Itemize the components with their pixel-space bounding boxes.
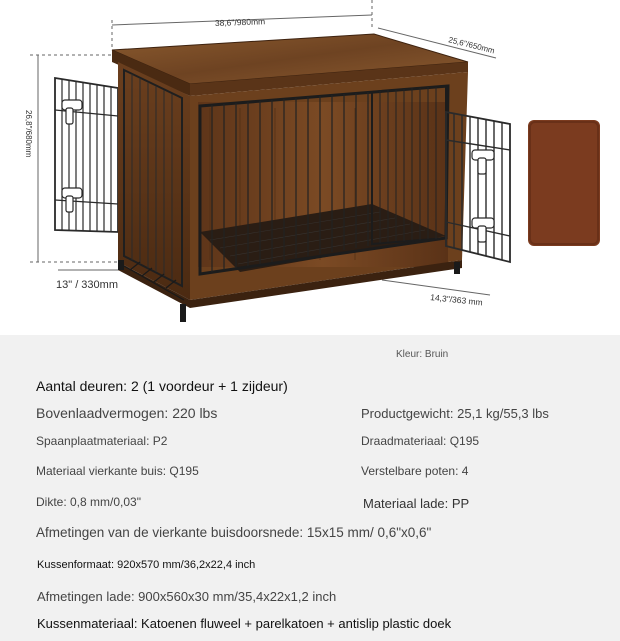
front-opening-dimension: 14,3"/363 mm bbox=[429, 292, 484, 308]
spec-top-load: Bovenlaadvermogen: 220 lbs bbox=[36, 405, 218, 421]
latch-icon bbox=[62, 100, 82, 212]
spec-tray-material: Materiaal lade: PP bbox=[363, 496, 470, 511]
spec-weight: Productgewicht: 25,1 kg/55,3 lbs bbox=[361, 406, 549, 421]
color-label: Kleur: Bruin bbox=[396, 349, 449, 360]
cushion bbox=[528, 120, 600, 246]
spec-tube-section: Afmetingen van de vierkante buisdoorsnede: 15x15 mm/ 0,6"x0,6" bbox=[36, 525, 432, 540]
depth-dimension: 25,6"/650mm bbox=[447, 35, 496, 56]
door-latch-icon bbox=[472, 150, 494, 242]
spec-tray-size: Afmetingen lade: 900x560x30 mm/35,4x22x1,2 inch bbox=[37, 589, 337, 604]
spec-particleboard: Spaanplaatmateriaal: P2 bbox=[36, 434, 168, 448]
spec-wire: Draadmateriaal: Q195 bbox=[361, 434, 480, 448]
spec-cushion-material: Kussenmateriaal: Katoenen fluweel + parelkatoen + antislip plastic doek bbox=[37, 616, 452, 631]
width-dimension: 38,6"/980mm bbox=[214, 16, 266, 28]
spec-doors: Aantal deuren: 2 (1 voordeur + 1 zijdeur) bbox=[36, 378, 288, 394]
height-dimension: 26,8"/680mm bbox=[24, 110, 33, 158]
door-width-dimension: 13" / 330mm bbox=[56, 279, 118, 291]
spec-cushion-size: Kussenformaat: 920x570 mm/36,2x22,4 inch bbox=[37, 559, 256, 571]
spec-square-tube: Materiaal vierkante buis: Q195 bbox=[36, 464, 199, 478]
spec-panel bbox=[0, 335, 620, 641]
spec-thickness: Dikte: 0,8 mm/0,03" bbox=[36, 495, 141, 509]
spec-adjustable-feet: Verstelbare poten: 4 bbox=[361, 464, 469, 478]
